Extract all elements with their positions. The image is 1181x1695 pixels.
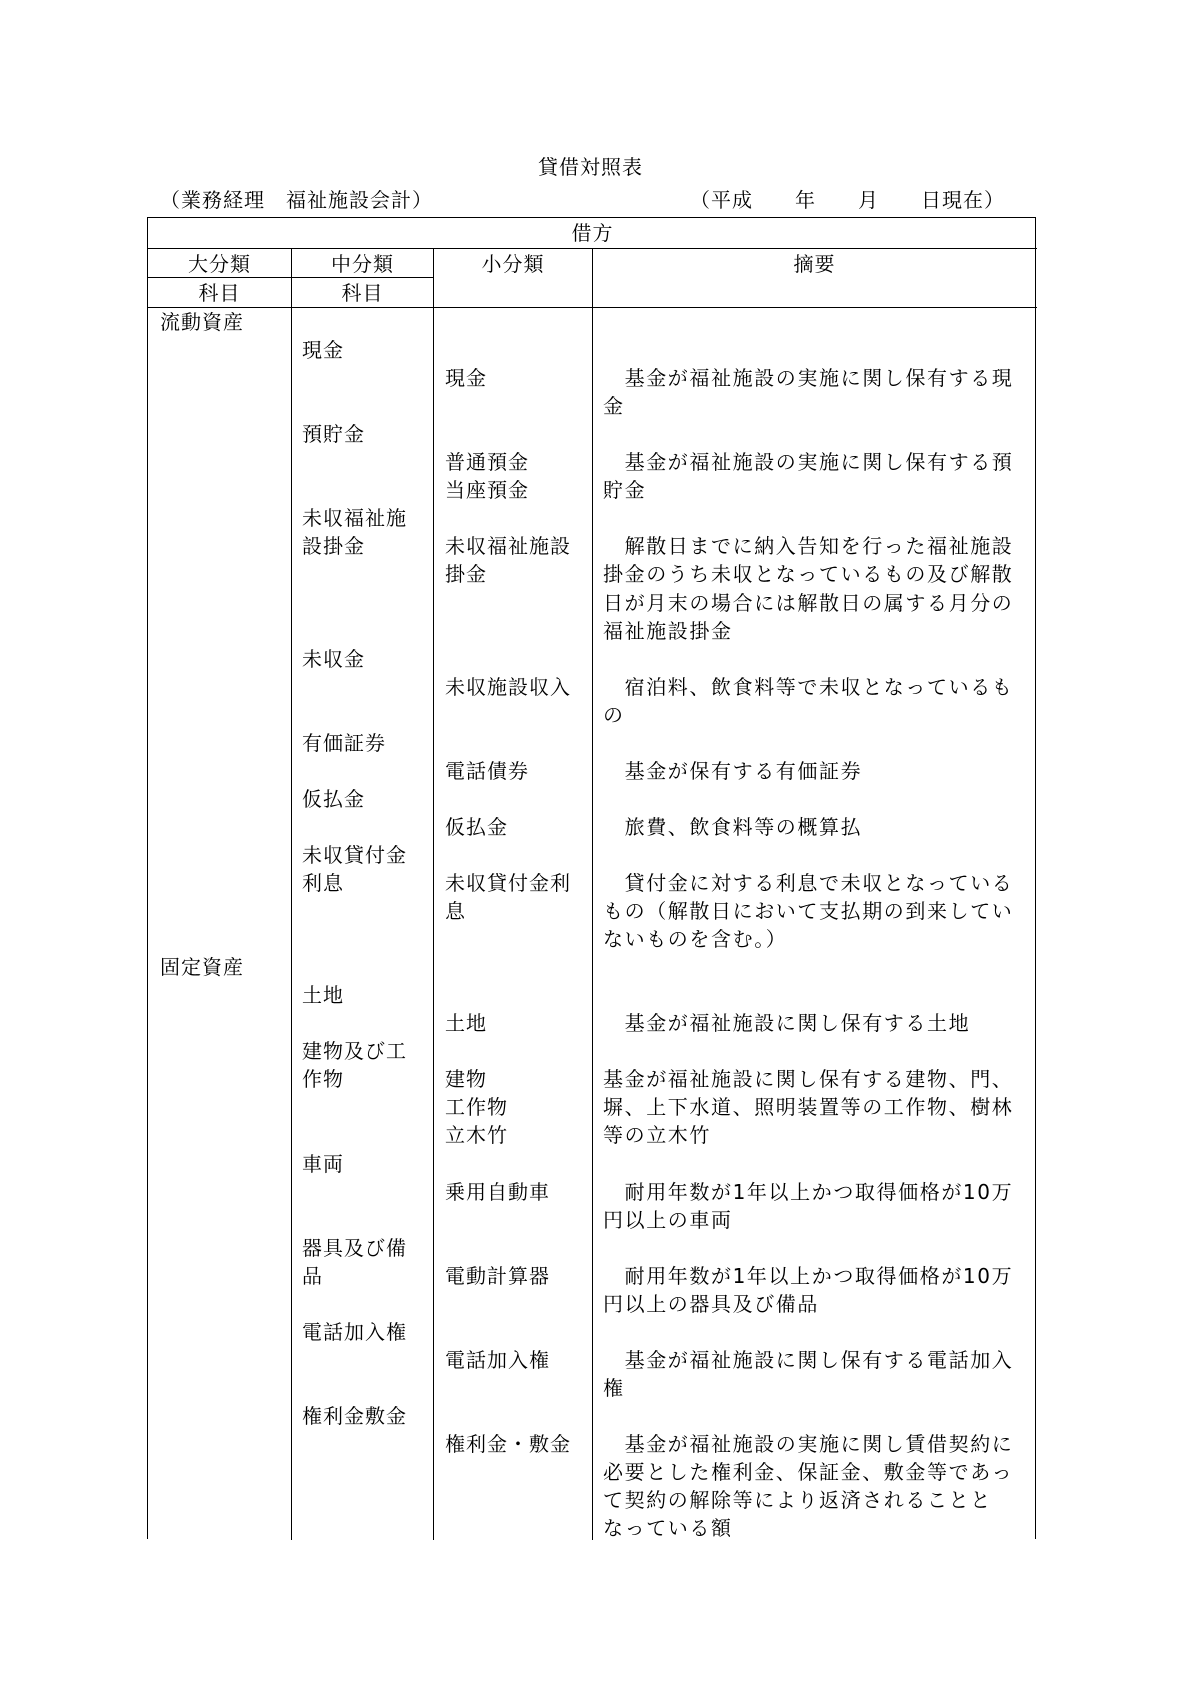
middle-subject: 権利金敷金 bbox=[302, 1403, 407, 1428]
description-text: なっている額 bbox=[603, 1516, 733, 1541]
minor-subject: 権利金・敷金 bbox=[445, 1432, 571, 1456]
minor-subject: 電話債券 bbox=[445, 758, 529, 783]
minor-subject: 未収福祉施設 bbox=[445, 534, 571, 559]
description-text: 基金が福祉施設の実施に関し保有する現 bbox=[603, 366, 1014, 391]
description-text: もの（解散日において支払期の到来してい bbox=[603, 899, 1014, 924]
description-text: の bbox=[603, 702, 625, 727]
description-text: 基金が福祉施設の実施に関し保有する預 bbox=[603, 450, 1014, 475]
column-line bbox=[592, 248, 593, 1540]
description-text: 基金が福祉施設に関し保有する電話加入 bbox=[603, 1347, 1014, 1372]
as-of-date: （平成 年 月 日現在） bbox=[690, 188, 1005, 212]
description-text: 基金が保有する有価証券 bbox=[603, 758, 863, 783]
middle-subject: 有価証券 bbox=[302, 730, 386, 755]
document-title: 貸借対照表 bbox=[538, 155, 643, 179]
middle-subject: 土地 bbox=[302, 983, 344, 1008]
col-major-category: 大分類 bbox=[188, 252, 251, 276]
column-line bbox=[291, 248, 292, 1540]
col-minor-category: 小分類 bbox=[481, 252, 545, 276]
description-text: 円以上の器具及び備品 bbox=[603, 1291, 819, 1316]
column-line bbox=[433, 248, 434, 1540]
middle-subject: 作物 bbox=[302, 1067, 344, 1092]
description-text: 貸付金に対する利息で未収となっている bbox=[603, 871, 1014, 895]
description-text: 等の立木竹 bbox=[603, 1123, 711, 1148]
minor-subject: 未収施設収入 bbox=[445, 674, 571, 699]
col-description: 摘要 bbox=[793, 252, 836, 276]
description-text: 塀、上下水道、照明装置等の工作物、樹林 bbox=[603, 1095, 1014, 1120]
description-text: 掛金のうち未収となっているもの及び解散 bbox=[603, 562, 1014, 587]
description-text: ないものを含む。） bbox=[603, 927, 788, 952]
major-subject: 固定資産 bbox=[160, 955, 244, 980]
minor-subject: 電動計算器 bbox=[445, 1263, 550, 1288]
middle-subject: 仮払金 bbox=[302, 786, 365, 811]
middle-subject: 未収貸付金 bbox=[302, 842, 407, 867]
middle-subject: 車両 bbox=[302, 1151, 344, 1176]
debit-header: 借方 bbox=[571, 221, 614, 245]
description-text: 耐用年数が1年以上かつ取得価格が10万 bbox=[603, 1179, 1014, 1204]
minor-subject: 工作物 bbox=[445, 1095, 508, 1120]
minor-subject: 立木竹 bbox=[445, 1123, 508, 1148]
minor-subject: 仮払金 bbox=[445, 814, 508, 839]
minor-subject: 建物 bbox=[445, 1067, 487, 1092]
minor-subject: 未収貸付金利 bbox=[445, 871, 571, 895]
description-text: 日が月末の場合には解散日の属する月分の bbox=[603, 590, 1014, 615]
balance-sheet-table bbox=[147, 217, 1036, 1539]
middle-subject: 器具及び備 bbox=[302, 1235, 407, 1260]
minor-subject: 土地 bbox=[445, 1011, 487, 1036]
minor-subject: 電話加入権 bbox=[445, 1347, 550, 1372]
description-text: 解散日までに納入告知を行った福祉施設 bbox=[603, 534, 1014, 559]
minor-subject: 乗用自動車 bbox=[445, 1179, 550, 1204]
description-text: 耐用年数が1年以上かつ取得価格が10万 bbox=[603, 1263, 1014, 1288]
description-text: 貯金 bbox=[603, 478, 647, 503]
description-text: 円以上の車両 bbox=[603, 1207, 733, 1232]
middle-subject: 未収金 bbox=[302, 646, 365, 671]
description-text: 金 bbox=[603, 394, 625, 419]
description-text: て契約の解除等により返済されることと bbox=[603, 1488, 992, 1513]
minor-subject: 掛金 bbox=[445, 562, 487, 587]
middle-subject: 設掛金 bbox=[302, 534, 365, 559]
major-subject: 流動資産 bbox=[160, 310, 244, 334]
minor-subject: 現金 bbox=[445, 366, 487, 391]
description-text: 旅費、飲食料等の概算払 bbox=[603, 814, 863, 839]
middle-subject: 建物及び工 bbox=[302, 1039, 407, 1064]
description-text: 基金が福祉施設の実施に関し賃借契約に bbox=[603, 1432, 1014, 1456]
middle-subject: 未収福祉施 bbox=[302, 506, 407, 531]
col-major-subject: 科目 bbox=[198, 281, 241, 305]
col-middle-category: 中分類 bbox=[331, 252, 394, 276]
middle-subject: 預貯金 bbox=[302, 422, 365, 447]
middle-subject: 電話加入権 bbox=[302, 1319, 407, 1344]
minor-subject: 当座預金 bbox=[445, 478, 529, 503]
minor-subject: 息 bbox=[445, 899, 466, 924]
description-text: 権 bbox=[603, 1375, 625, 1400]
description-text: 福祉施設掛金 bbox=[603, 618, 733, 643]
description-text: 必要とした権利金、保証金、敷金等であっ bbox=[603, 1460, 1014, 1485]
accounting-section: （業務経理 福祉施設会計） bbox=[160, 188, 433, 212]
description-text: 宿泊料、飲食料等で未収となっているも bbox=[603, 674, 1014, 699]
middle-subject: 利息 bbox=[302, 871, 344, 895]
col-middle-subject: 科目 bbox=[341, 281, 384, 305]
description-text: 基金が福祉施設に関し保有する土地 bbox=[603, 1011, 971, 1036]
middle-subject: 品 bbox=[302, 1263, 323, 1288]
minor-subject: 普通預金 bbox=[445, 450, 529, 475]
middle-subject: 現金 bbox=[302, 338, 344, 363]
description-text: 基金が福祉施設に関し保有する建物、門、 bbox=[603, 1067, 1014, 1092]
